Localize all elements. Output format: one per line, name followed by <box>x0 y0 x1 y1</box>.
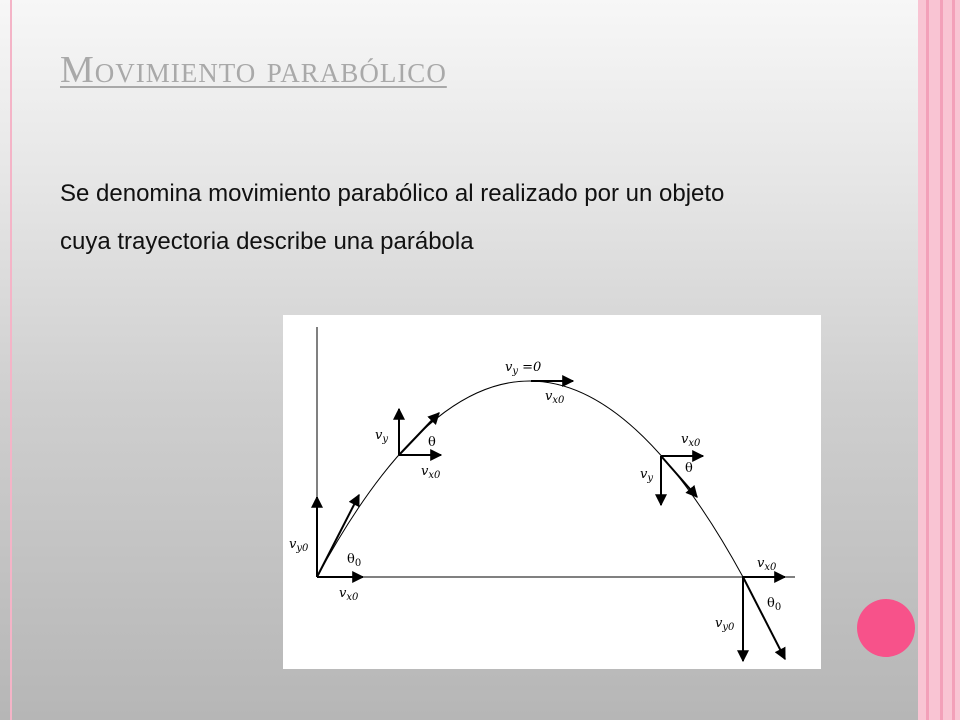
label-vx0-left: $v_{x0}$ <box>421 464 441 481</box>
label-theta-left: θ <box>428 435 436 450</box>
label-theta0-start: $\theta_0$ <box>347 552 362 569</box>
body-text: Se denomina movimiento parabólico al realizado por un objeto cuya trayectoria describe una parábola <box>60 180 725 255</box>
projectile-diagram <box>283 315 821 669</box>
label-vy-left: $v_y$ <box>375 428 389 445</box>
diagram-svg <box>283 315 821 669</box>
label-vy-right: $v_y$ <box>640 467 654 484</box>
band-stripe <box>952 0 955 720</box>
pink-circle-decoration <box>857 599 915 657</box>
label-vy-zero: $v_y =0$ <box>505 360 542 377</box>
label-theta0-end: $\theta_0$ <box>767 596 782 613</box>
left-decor-stripe <box>0 0 12 720</box>
band-stripe <box>940 0 943 720</box>
label-vx0-right: $v_{x0}$ <box>681 432 701 449</box>
slide-title: Movimiento parabólico <box>60 49 447 91</box>
trajectory-curve <box>317 381 743 577</box>
label-theta-right: θ <box>685 461 693 476</box>
band-stripe <box>926 0 929 720</box>
right-decor-band <box>918 0 960 720</box>
v-end-arrow <box>743 577 785 659</box>
label-vx0-top: $v_{x0}$ <box>545 389 565 406</box>
label-vx0-start: $v_{x0}$ <box>339 586 359 603</box>
label-vx0-end: $v_{x0}$ <box>757 556 777 573</box>
label-vy0-end: $v_{y0}$ <box>715 616 735 633</box>
label-vy0-start: $v_{y0}$ <box>289 537 309 554</box>
